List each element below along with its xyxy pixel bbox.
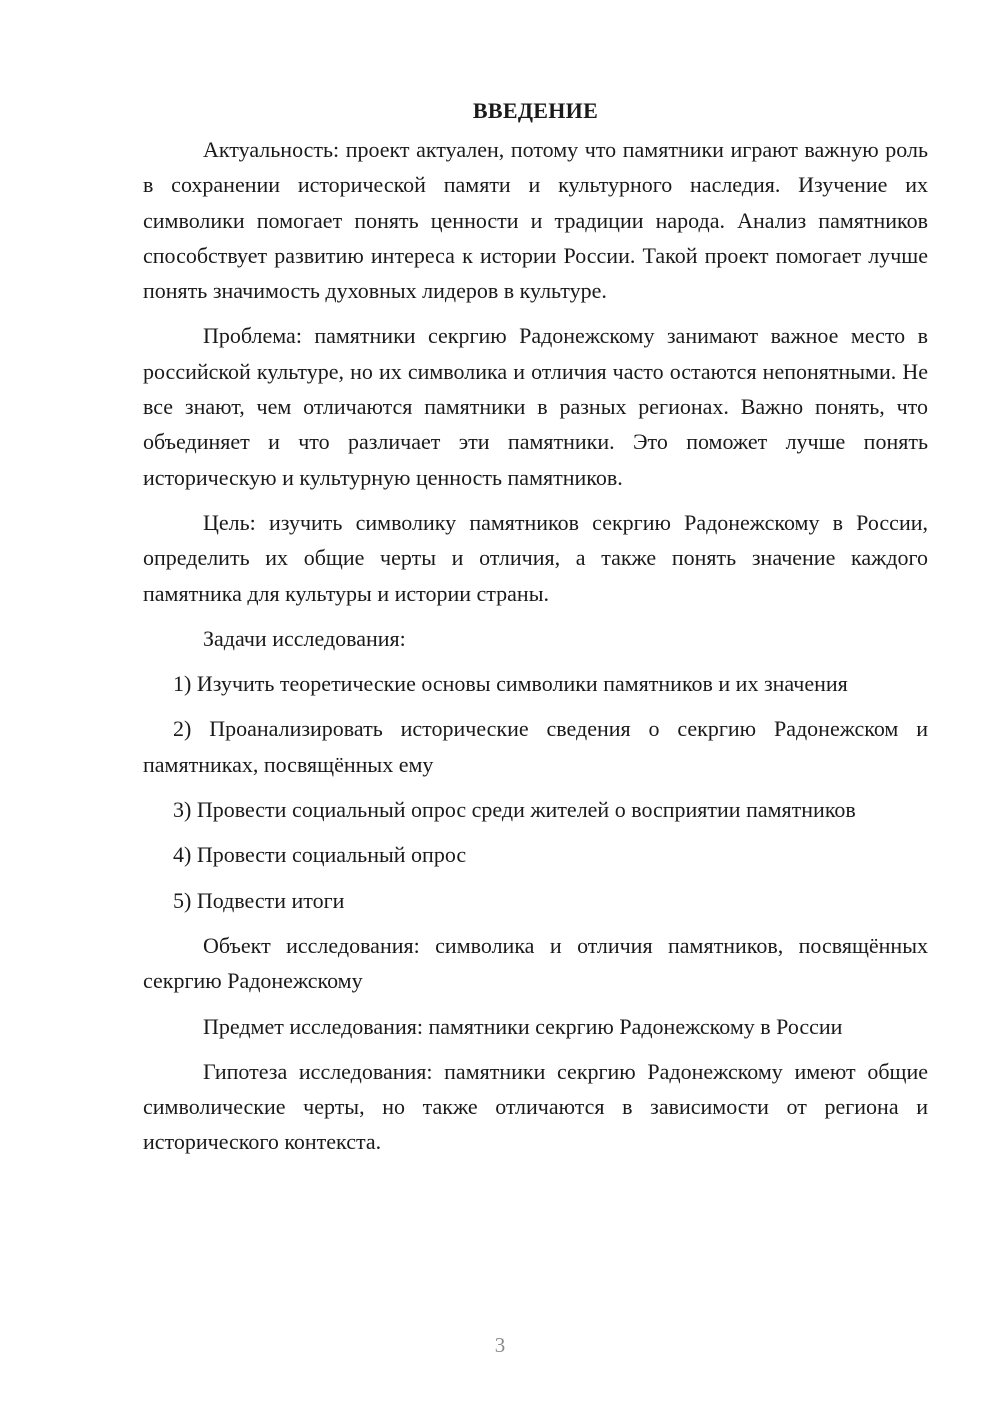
task-item: 2) Проанализировать исторические сведения о секргию Радонежском и памятниках, посвящённых ему	[143, 716, 928, 777]
document-page	[143, 96, 928, 1170]
subject-paragraph: Предмет исследования: памятники секргию Радонежскому в России	[203, 1013, 843, 1039]
relevance-paragraph: Актуальность: проект актуален, потому что памятники играют важную роль в сохранении исторической памяти и культурного наследия. Изучение их символики помогает понять ценности и традиции народа. Анализ памятников способствует развитию интереса к истории России. Такой проект помогает лучше понять значимость духовных лидеров в культуре.	[143, 137, 928, 304]
task-item: 5) Подвести итоги	[173, 887, 345, 913]
problem-paragraph: Проблема: памятники секргию Радонежскому занимают важное место в российской культуре, но их символика и отличия часто остаются непонятными. Не все знают, чем отличаются памятники в разных регионах. Важно понять, что объединяет и что различает эти памятники. Это поможет лучше понять историческую и культурную ценность памятников.	[143, 323, 928, 490]
object-paragraph: Объект исследования: символика и отличия памятников, посвящённых секргию Радонежскому	[143, 932, 928, 994]
task-item: 1) Изучить теоретические основы символики памятников и их значения	[173, 671, 848, 697]
tasks-heading: Задачи исследования:	[203, 625, 406, 651]
task-item: 4) Провести социальный опрос	[173, 842, 467, 868]
section-heading: ВВЕДЕНИЕ	[472, 98, 599, 123]
hypothesis-paragraph: Гипотеза исследования: памятники секргию Радонежскому имеют общие символические черты, но также отличаются в зависимости от региона и исторического контекста.	[143, 1058, 928, 1155]
page-number: 3	[494, 1333, 506, 1357]
task-item: 3) Провести социальный опрос среди жителей о восприятии памятников	[173, 797, 856, 823]
goal-paragraph: Цель: изучить символику памятников секргию Радонежскому в России, определить их общие черты и отличия, а также понять значение каждого памятника для культуры и истории страны.	[143, 509, 928, 606]
